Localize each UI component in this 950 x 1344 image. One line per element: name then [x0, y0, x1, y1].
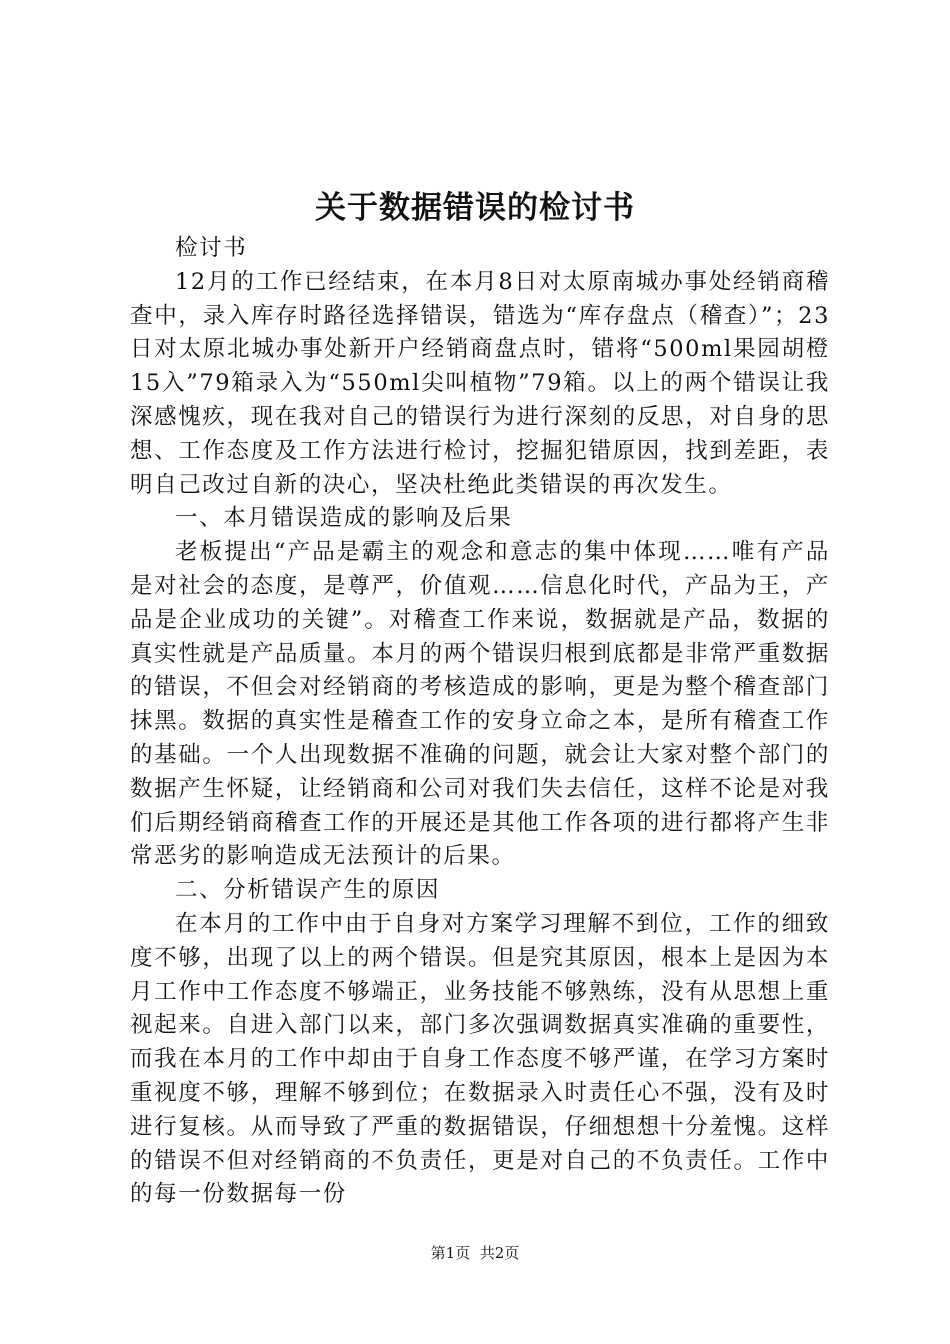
- paragraph-causes: 在本月的工作中由于自身对方案学习理解不到位，工作的细致度不够，出现了以上的两个错误。但是究其原因，根本上是因为本月工作中工作态度不够端正，业务技能不够熟练，没有从思想上重视起来。自进入部门以来，部门多次强调数据真实准确的重要性，而我在本月的工作中却由于自身工作态度不够严谨，在学习方案时重视度不够，理解不够到位；在数据录入时责任心不强，没有及时进行复核。从而导致了严重的数据错误，仔细想想十分羞愧。这样的错误不但对经销商的不负责任，更是对自己的不负责任。工作中的每一份数据每一份: [130, 910, 830, 1208]
- document-body: [130, 232, 830, 1212]
- footer-separator: [470, 1244, 480, 1262]
- page-number: 第1页: [430, 1244, 471, 1262]
- section-heading-causes: 二、分析错误产生的原因: [175, 877, 441, 904]
- page-total: 共2页: [479, 1244, 520, 1262]
- section-heading-impact: 一、本月错误造成的影响及后果: [175, 505, 513, 532]
- paragraph-intro: 12月的工作已经结束，在本月8日对太原南城办事处经销商稽查中，录入库存时路径选择错误，错选为“库存盘点（稽查）”；23日对太原北城办事处新开户经销商盘点时，错将“500ml果园胡橙15入”79箱录入为“550ml尖叫植物”79箱。以上的两个错误让我深感愧疚，现在我对自己的错误行为进行深刻的反思，对自身的思想、工作态度及工作方法进行检讨，挖掘犯错原因，找到差距，表明自己改过自新的决心，坚决杜绝此类错误的再次发生。: [130, 268, 830, 498]
- document-title: 关于数据错误的检讨书: [315, 190, 635, 226]
- paragraph-impact: 老板提出“产品是霸主的观念和意志的集中体现……唯有产品是对社会的态度，是尊严，价值观……信息化时代，产品为王，产品是企业成功的关键”。对稽查工作来说，数据就是产品，数据的真实性就是产品质量。本月的两个错误归根到底都是非常严重数据的错误，不但会对经销商的考核造成的影响，更是为整个稽查部门抹黑。数据的真实性是稽查工作的安身立命之本，是所有稽查工作的基础。一个人出现数据不准确的问题，就会让大家对整个部门的数据产生怀疑，让经销商和公司对我们失去信任，这样不论是对我们后期经销商稽查工作的开展还是其他工作各项的进行都将产生非常恶劣的影响造成无法预计的后果。: [130, 539, 830, 870]
- page-footer: [0, 1243, 950, 1263]
- paragraph-heading-label: 检讨书: [175, 235, 248, 261]
